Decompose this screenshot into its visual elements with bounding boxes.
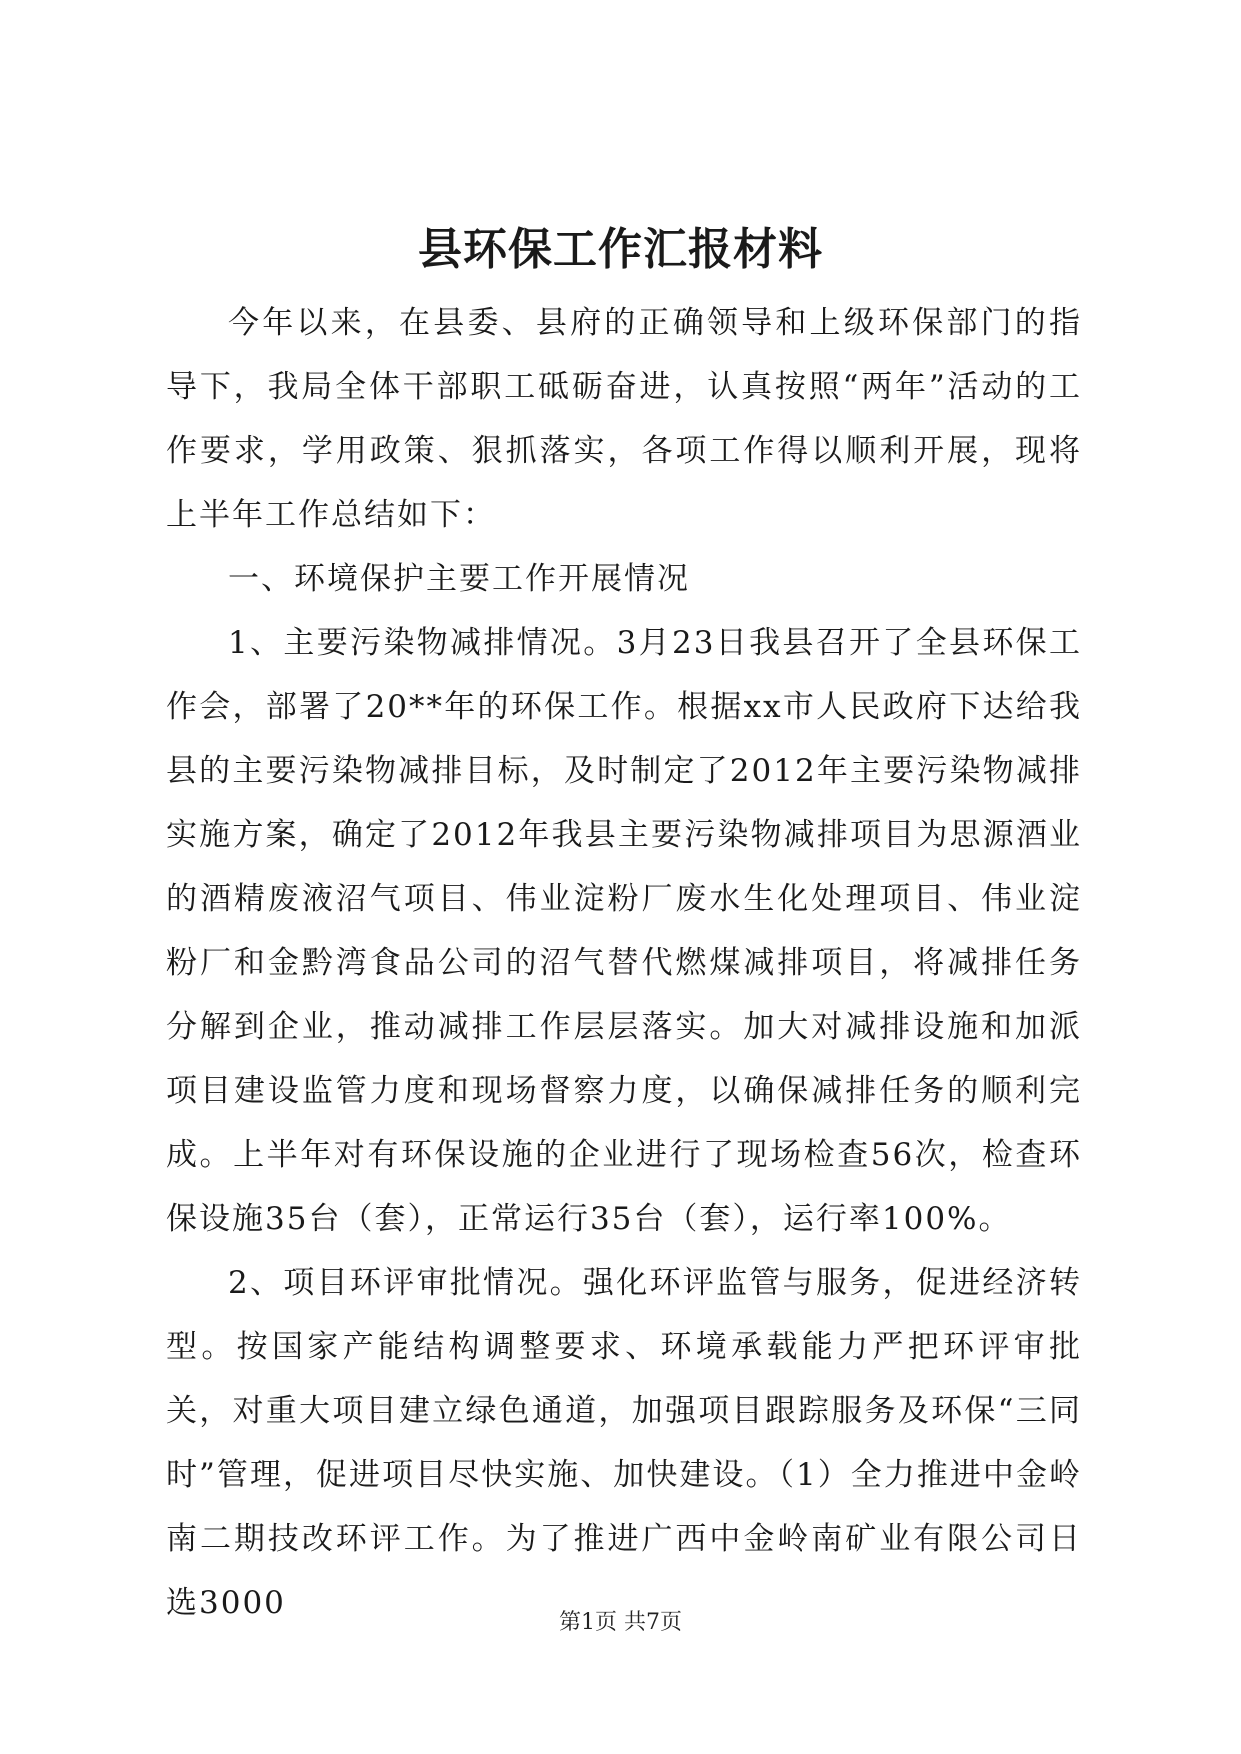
document-body [166, 291, 1082, 1635]
page-number-footer: 第1页 共7页 [559, 1610, 682, 1635]
document-title: 县环保工作汇报材料 [418, 224, 823, 275]
paragraph-emission-reduction: 1、主要污染物减排情况。3月23日我县召开了全县环保工作会，部署了20**年的环保工作。根据xx市人民政府下达给我县的主要污染物减排目标，及时制定了2012年主要污染物减排实施方案，确定了2012年我县主要污染物减排项目为思源酒业的酒精废液沼气项目、伟业淀粉厂废水生化处理项目、伟业淀粉厂和金黔湾食品公司的沼气替代燃煤减排项目，将减排任务分解到企业，推动减排工作层层落实。加大对减排设施和加派项目建设监管力度和现场督察力度，以确保减排任务的顺利完成。上半年对有环保设施的企业进行了现场检查56次，检查环保设施35台（套），正常运行35台（套），运行率100%。 [166, 625, 1082, 1237]
paragraph-intro: 今年以来，在县委、县府的正确领导和上级环保部门的指导下，我局全体干部职工砥砺奋进，认真按照“两年”活动的工作要求，学用政策、狠抓落实，各项工作得以顺利开展，现将上半年工作总结如下： [166, 305, 1082, 533]
section-heading: 一、环境保护主要工作开展情况 [228, 561, 690, 597]
paragraph-eia-approval: 2、项目环评审批情况。强化环评监管与服务，促进经济转型。按国家产能结构调整要求、环境承载能力严把环评审批关，对重大项目建立绿色通道，加强项目跟踪服务及环保“三同时”管理，促进项目尽快实施、加快建设。（1）全力推进中金岭南二期技改环评工作。为了推进广西中金岭南矿业有限公司日选3000 [166, 1265, 1082, 1621]
